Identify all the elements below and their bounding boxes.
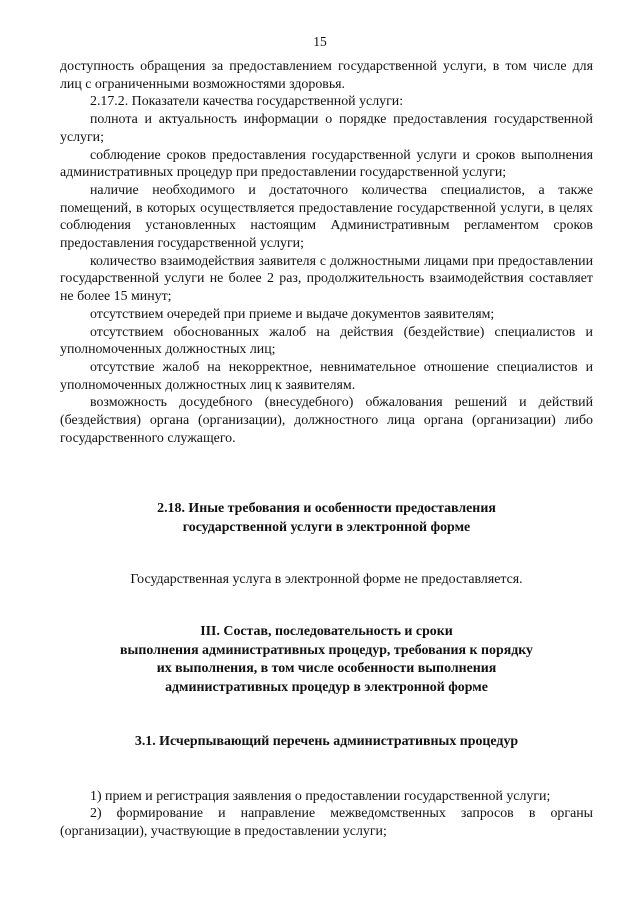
document-body: [60, 58, 593, 841]
heading-3-1: 3.1. Исчерпывающий перечень административных процедур: [134, 734, 519, 750]
heading-section-iii-line-2: выполнения административных процедур, требования к порядку: [119, 642, 533, 658]
electronic-form-note: Государственная услуга в электронной форме не предоставляется.: [130, 572, 523, 588]
procedure-item-1: 1) прием и регистрация заявления о предоставлении государственной услуги;: [90, 788, 551, 804]
procedure-item-2: 2) формирование и направление межведомственных запросов в органы (организации), участвующие в предоставлении услуги;: [60, 806, 593, 840]
paragraph-attitude: отсутствие жалоб на некорректное, невнимательное отношение специалистов и уполномоченных должностных лиц к заявителям.: [60, 359, 593, 393]
heading-2-18-line-1: 2.18. Иные требования и особенности предоставления: [157, 501, 496, 517]
paragraph-appeal: возможность досудебного (внесудебного) обжалования решений и действий (бездействия) органа (организации), должностного лица органа (организации) либо государственного служащего.: [60, 395, 593, 446]
heading-section-iii-line-4: административных процедур в электронной форме: [165, 679, 488, 695]
paragraph-queues: отсутствием очередей при приеме и выдаче документов заявителям;: [90, 306, 495, 322]
heading-section-iii-line-3: их выполнения, в том числе особенности выполнения: [156, 661, 497, 677]
paragraph-complaints: отсутствием обоснованных жалоб на действия (бездействие) специалистов и уполномоченных должностных лиц;: [60, 324, 593, 358]
paragraph-accessibility: доступность обращения за предоставлением государственной услуги, в том числе для лиц с ограниченными возможностями здоровья.: [60, 59, 593, 92]
page-number: 15: [313, 34, 327, 49]
paragraph-completeness: полнота и актуальность информации о порядке предоставления государственной услуги;: [60, 112, 593, 145]
paragraph-2-17-2: 2.17.2. Показатели качества государственной услуги:: [90, 94, 404, 110]
paragraph-specialists: наличие необходимого и достаточного количества специалистов, а также помещений, в которых осуществляется предоставление государственной услуги, в целях соблюдения установленных настоящим Административным регламентом сроков предоставления государственной услуги;: [60, 182, 593, 252]
heading-section-iii-line-1: III. Состав, последовательность и сроки: [200, 624, 453, 640]
heading-2-18-line-2: государственной услуги в электронной форме: [182, 519, 471, 535]
paragraph-interactions: количество взаимодействия заявителя с должностными лицами при предоставлении государственной услуги не более 2 раз, продолжительность взаимодействия составляет не более 15 минут;: [60, 253, 593, 305]
paragraph-deadlines: соблюдение сроков предоставления государственной услуги и сроков выполнения административных процедур при предоставлении государственной услуги;: [60, 147, 593, 181]
